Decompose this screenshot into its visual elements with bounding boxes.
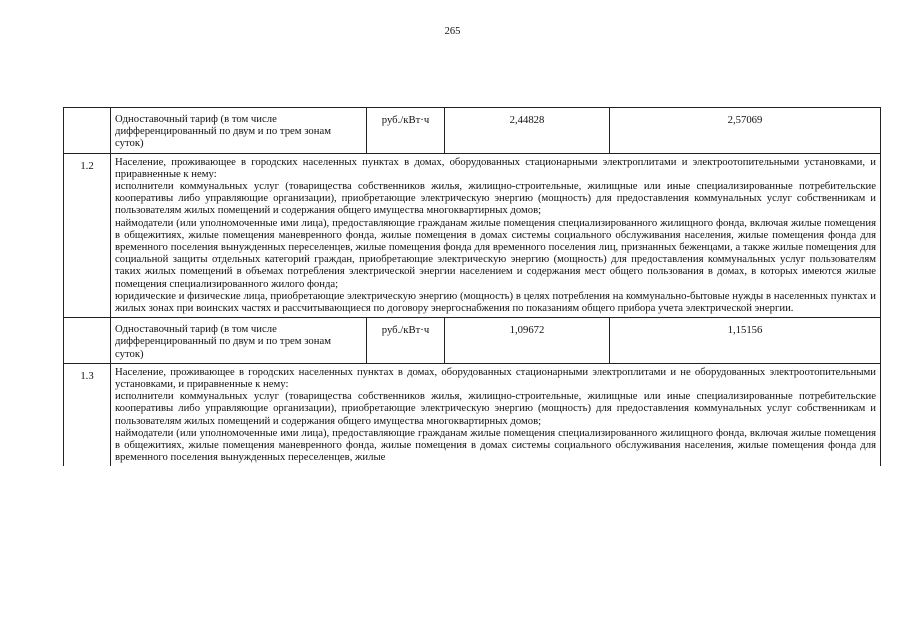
group-row (64, 153, 881, 318)
page-number: 265 (444, 26, 461, 37)
value-cell: 2,44828 (445, 108, 610, 154)
value-cell: 1,15156 (610, 318, 881, 364)
description-paragraph: наймодатели (или уполномоченные ими лица), предоставляющие гражданам жилые помещения специализированного жилищного фонда, включая жилые помещения в общежитиях, жилые помещения маневренного фонда, жилые помещения в домах системы социального обслуживания населения, жилые помещения фонда для временного поселения вынужденных переселенцев, жилые помещения фонда для временного поселения лиц, признанных беженцами, а также жилые помещения для социальной защиты отдельных категорий граждан, приобретающие электрическую энергию (мощность) для предоставления коммунальных услуг пользователям таких жилых помещений в объемах потребления электрической энергии населением и содержания мест общего пользования в домах, в которых имеются жилые помещения специализированного жилого фонда; (115, 216, 876, 290)
group-description (111, 153, 881, 318)
tariff-row (64, 318, 881, 364)
row-number-cell (64, 318, 111, 364)
tariff-row (64, 108, 881, 154)
tariff-label: Одноставочный тариф (в том числе дифференцированный по двум и по трем зонам суток) (111, 108, 367, 154)
description-paragraph: Население, проживающее в городских населенных пунктах в домах, оборудованных стационарными электроплитами и не оборудованных электроотопительными установками, и приравненные к нему: (115, 365, 876, 391)
row-number-cell: 1.2 (64, 153, 111, 318)
description-paragraph: Население, проживающее в городских населенных пунктах в домах, оборудованных стационарными электроплитами и электроотопительными установками, и приравненные к нему: (115, 155, 876, 180)
group-row (64, 363, 881, 466)
row-number-cell (64, 108, 111, 154)
value-cell: 2,57069 (610, 108, 881, 154)
row-number-cell: 1.3 (64, 363, 111, 466)
description-paragraph: юридические и физические лица, приобретающие электрическую энергию (мощность) в целях потребления на коммунально-бытовые нужды в населенных пунктах и жилых зонах при воинских частях и рассчитывающиеся по договору энергоснабжения по показаниям общего прибора учета электрической энергии. (115, 289, 876, 315)
description-paragraph: исполнители коммунальных услуг (товарищества собственников жилья, жилищно-строительные, жилищные или иные специализированные потребительские кооперативы либо управляющие организации), приобретающие электрическую энергию (мощность) для предоставления коммунальных услуг собственникам и пользователям жилых помещений и содержания общего имущества многоквартирных домов; (115, 180, 876, 217)
description-paragraph: наймодатели (или уполномоченные ими лица), предоставляющие гражданам жилые помещения специализированного жилищного фонда, включая жилые помещения в общежитиях, жилые помещения маневренного фонда, жилые помещения в домах системы социального обслуживания населения, жилые помещения фонда для временного поселения вынужденных переселенцев, жилые (115, 426, 876, 464)
tariff-label: Одноставочный тариф (в том числе дифференцированный по двум и по трем зонам суток) (111, 318, 367, 364)
description-paragraph: исполнители коммунальных услуг (товарищества собственников жилья, жилищно-строительные, жилищные или иные специализированные потребительские кооперативы либо управляющие организации), приобретающие электрическую энергию (мощность) для предоставления коммунальных услуг собственникам и пользователям жилых помещений и содержания общего имущества многоквартирных домов; (115, 390, 876, 427)
tariff-table (63, 107, 881, 466)
value-cell: 1,09672 (445, 318, 610, 364)
group-description (111, 363, 881, 466)
unit-cell: руб./кВт·ч (367, 318, 445, 364)
unit-cell: руб./кВт·ч (367, 108, 445, 154)
